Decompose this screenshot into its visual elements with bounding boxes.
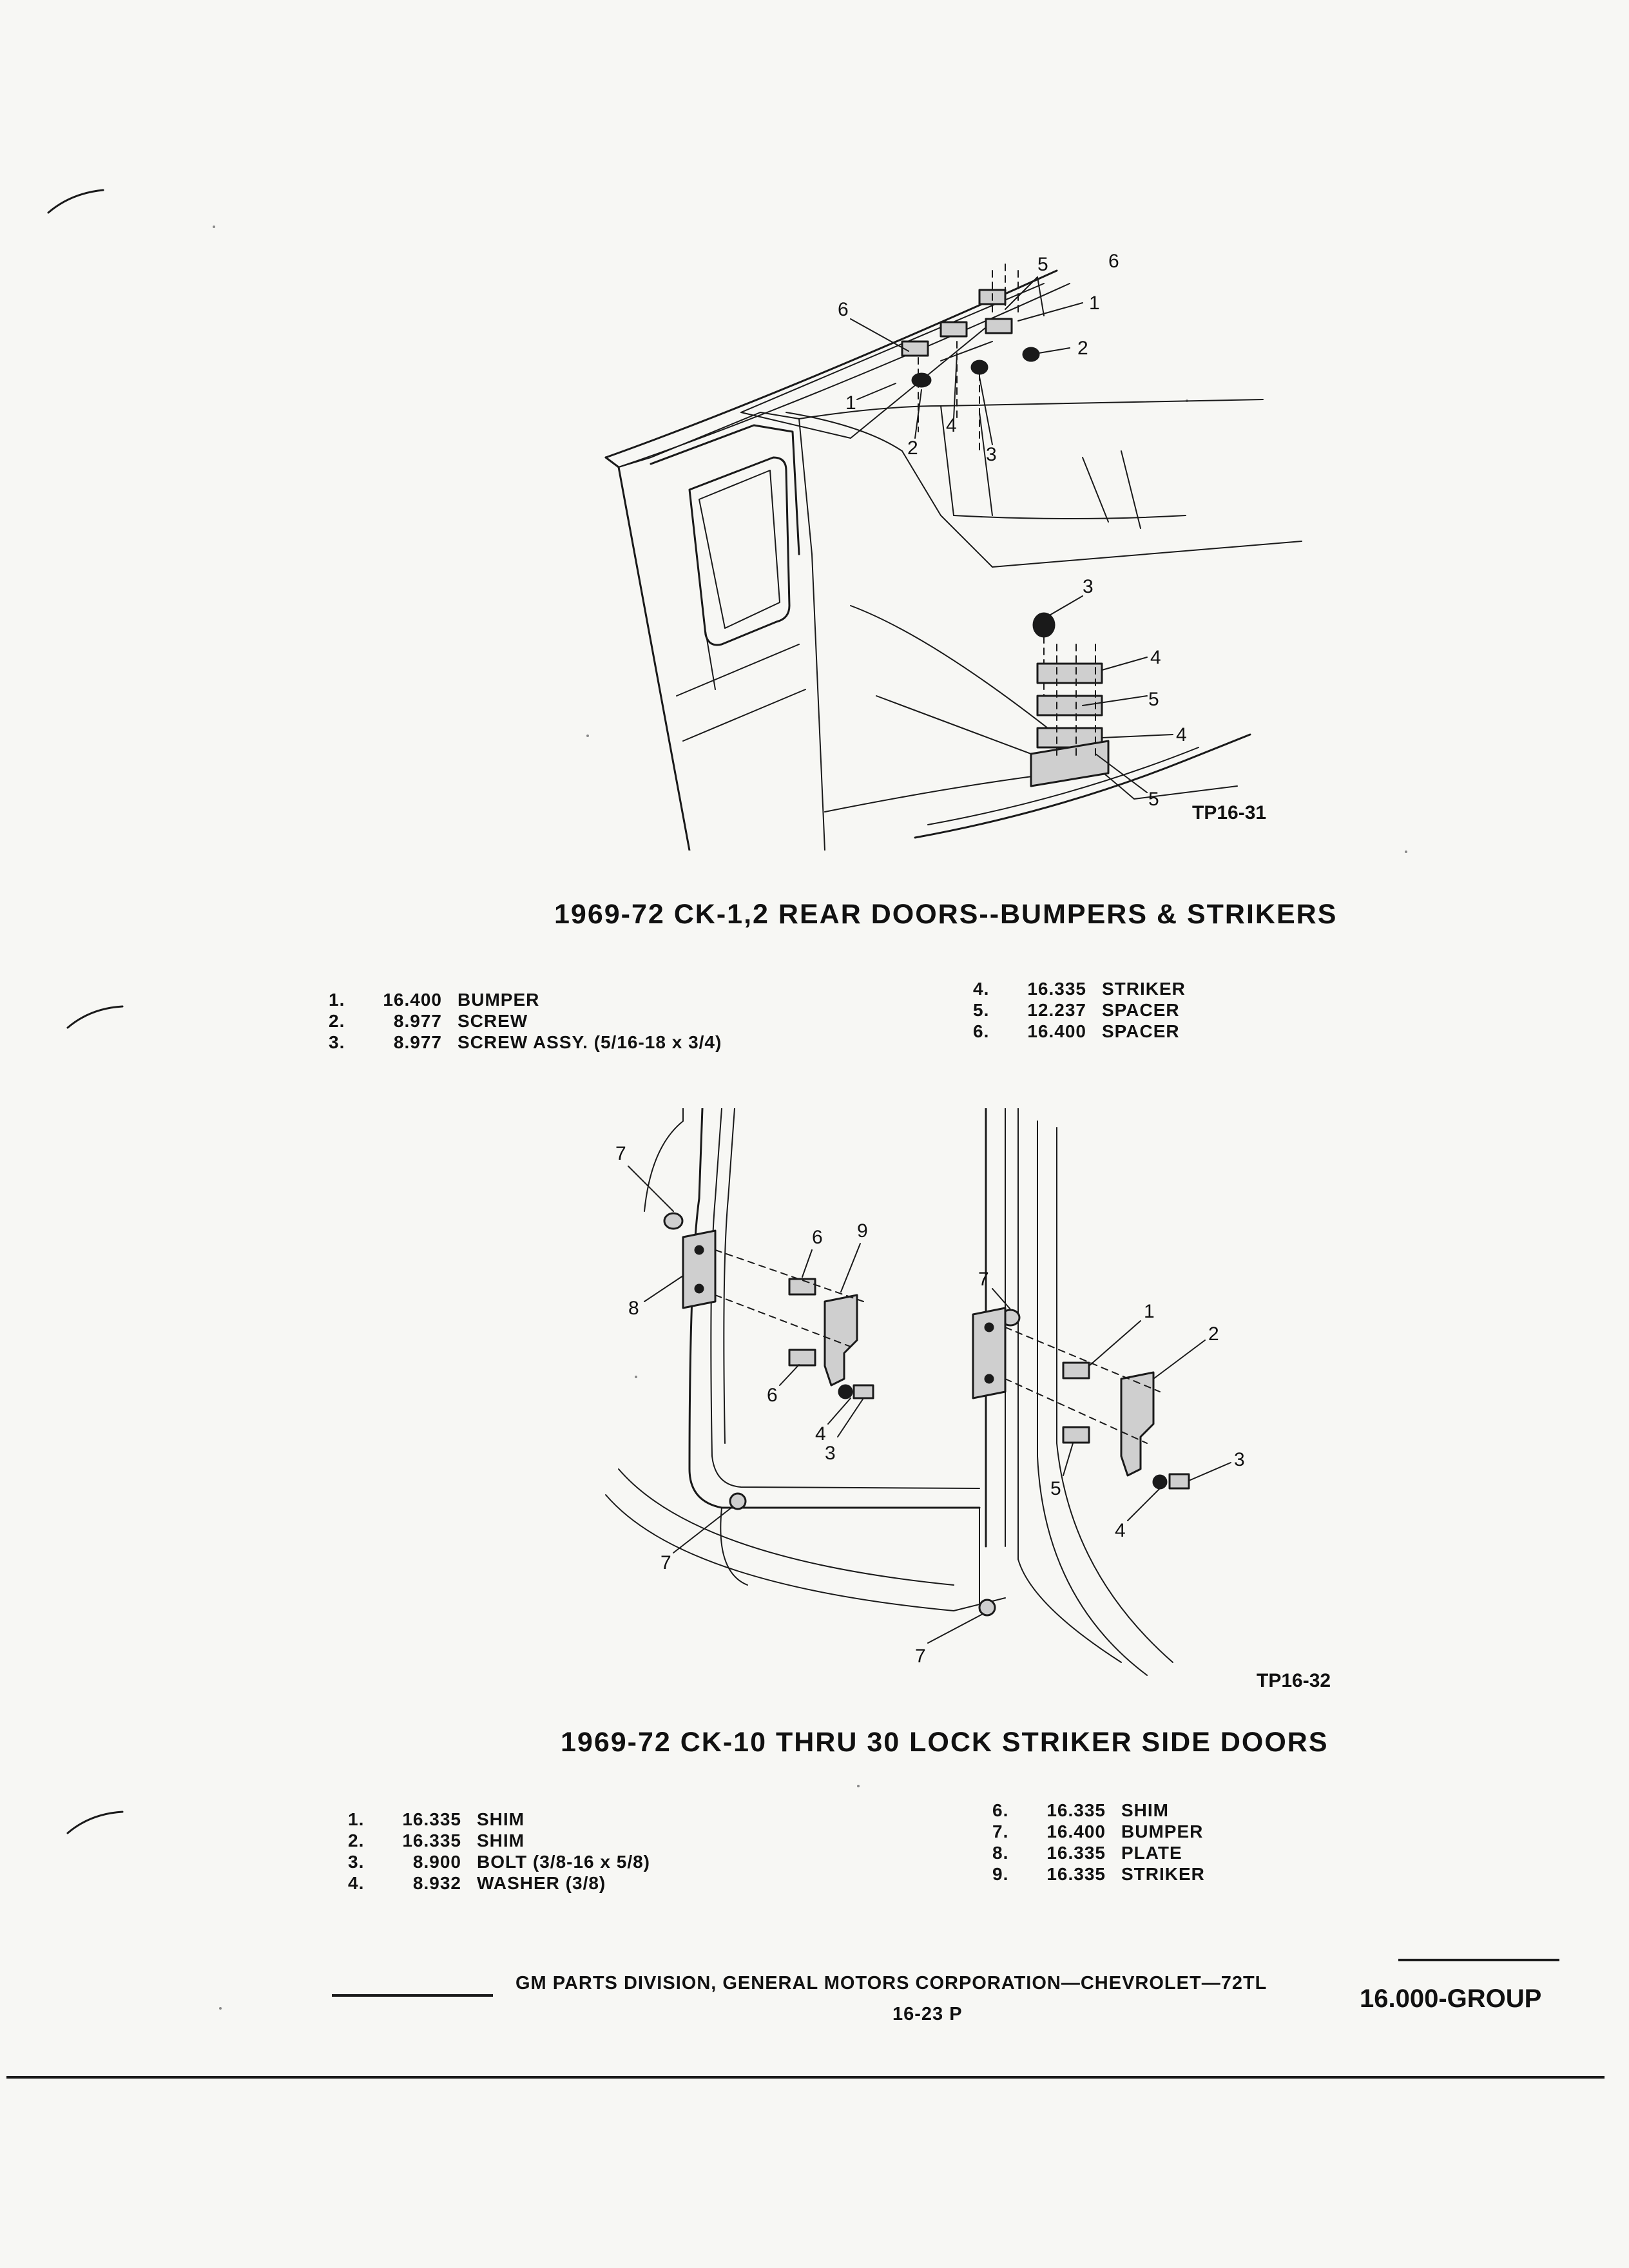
callout-3: 3 [1234, 1449, 1245, 1470]
part-number: 2. [329, 1011, 345, 1031]
callout-2: 2 [1077, 338, 1088, 359]
margin-mark [45, 184, 110, 222]
part-row [348, 1851, 650, 1872]
part-number: 6. [973, 1021, 990, 1041]
callout-4: 4 [815, 1423, 826, 1445]
callout-1: 1 [845, 392, 856, 414]
part-code: 8.900 [412, 1852, 461, 1872]
part-description: BUMPER [1121, 1821, 1204, 1841]
part-row [973, 978, 1186, 999]
callout-2: 2 [907, 437, 918, 459]
callout-7: 7 [915, 1646, 926, 1667]
part-code: 16.400 [383, 990, 442, 1010]
footer-rule-right [1398, 1959, 1559, 1961]
footer-publisher: GM PARTS DIVISION, GENERAL MOTORS CORPORATION—CHEVROLET—72TL [516, 1973, 1268, 1994]
part-code: 16.400 [1027, 1021, 1086, 1041]
callout-5: 5 [1148, 689, 1159, 710]
callout-6: 6 [767, 1385, 778, 1406]
figure-code: TP16-32 [1257, 1670, 1331, 1691]
part-code: 16.335 [402, 1809, 461, 1829]
page-number: 16-23 P [892, 2004, 963, 2024]
part-row [329, 989, 722, 1010]
part-row [348, 1872, 650, 1894]
part-row [973, 1021, 1186, 1042]
part-row [992, 1863, 1205, 1885]
part-code: 16.335 [1046, 1864, 1106, 1884]
callout-4: 4 [1150, 647, 1161, 668]
callout-6: 6 [838, 299, 849, 320]
callout-4: 4 [1176, 724, 1187, 745]
side-door-striker-illustration [593, 1108, 1315, 1688]
part-row [992, 1821, 1205, 1842]
margin-mark [64, 1804, 129, 1843]
part-row [348, 1809, 650, 1830]
parts-list-right [973, 978, 1186, 1042]
callout-3: 3 [825, 1443, 836, 1464]
part-code: 12.237 [1027, 1000, 1086, 1020]
part-code: 8.977 [393, 1011, 442, 1031]
callout-3: 3 [986, 444, 997, 465]
speck [857, 1785, 860, 1787]
parts-list-left [329, 989, 722, 1053]
door-frame-outer [606, 457, 689, 850]
part-description: SHIM [477, 1809, 525, 1829]
rear-doors-illustration [593, 245, 1315, 850]
part-description: STRIKER [1102, 979, 1186, 999]
part-number: 5. [973, 1000, 990, 1020]
part-code: 16.335 [1027, 979, 1086, 999]
part-number: 2. [348, 1831, 365, 1850]
part-code: 8.932 [412, 1873, 461, 1893]
callout-9: 9 [857, 1220, 868, 1242]
callout-1: 1 [1089, 293, 1100, 314]
part-description: SPACER [1102, 1000, 1180, 1020]
part-description: BUMPER [458, 990, 540, 1010]
footer-rule-left [332, 1994, 493, 1997]
part-row [329, 1032, 722, 1053]
callout-3: 3 [1083, 576, 1094, 597]
part-number: 6. [992, 1800, 1009, 1820]
part-description: SHIM [477, 1831, 525, 1850]
part-description: SCREW [458, 1011, 528, 1031]
part-description: SPACER [1102, 1021, 1180, 1041]
part-row [992, 1800, 1205, 1821]
callout-5: 5 [1037, 254, 1048, 275]
part-description: SHIM [1121, 1800, 1169, 1820]
part-number: 1. [348, 1809, 365, 1829]
figure-code: TP16-31 [1192, 802, 1267, 823]
parts-list-right [992, 1800, 1205, 1885]
callout-6: 6 [812, 1227, 823, 1248]
callout-4: 4 [946, 415, 957, 436]
part-code: 16.400 [1046, 1821, 1106, 1841]
part-code: 16.335 [402, 1831, 461, 1850]
part-row [992, 1842, 1205, 1863]
part-description: STRIKER [1121, 1864, 1205, 1884]
figure-title: 1969-72 CK-10 THRU 30 LOCK STRIKER SIDE DOORS [561, 1727, 1329, 1758]
callout-7: 7 [978, 1269, 989, 1290]
part-description: WASHER (3/8) [477, 1873, 606, 1893]
part-code: 8.977 [393, 1032, 442, 1052]
callout-1: 1 [1144, 1301, 1155, 1322]
part-code: 16.335 [1046, 1843, 1106, 1863]
callout-7: 7 [660, 1552, 671, 1573]
part-number: 8. [992, 1843, 1009, 1863]
speck [213, 226, 215, 228]
part-number: 1. [329, 990, 345, 1010]
part-description: BOLT (3/8-16 x 5/8) [477, 1852, 651, 1872]
part-number: 9. [992, 1864, 1009, 1884]
speck [586, 735, 589, 737]
callout-5: 5 [1050, 1478, 1061, 1499]
callout-2: 2 [1208, 1323, 1219, 1345]
margin-mark [64, 999, 129, 1037]
part-number: 7. [992, 1821, 1009, 1841]
page-bottom-rule [6, 2076, 1605, 2079]
callout-8: 8 [628, 1298, 639, 1319]
speck [219, 2007, 222, 2010]
part-number: 3. [329, 1032, 345, 1052]
parts-list-left [348, 1809, 650, 1894]
part-number: 3. [348, 1852, 365, 1872]
callout-6: 6 [1108, 251, 1119, 272]
callout-5: 5 [1148, 789, 1159, 810]
callout-4: 4 [1115, 1520, 1126, 1541]
part-number: 4. [348, 1873, 365, 1893]
group-number: 16.000-GROUP [1360, 1984, 1542, 2013]
speck [1405, 850, 1407, 853]
part-row [973, 999, 1186, 1021]
door-window [689, 457, 789, 645]
part-description: SCREW ASSY. (5/16-18 x 3/4) [458, 1032, 722, 1052]
part-code: 16.335 [1046, 1800, 1106, 1820]
part-row [348, 1830, 650, 1851]
figure-title: 1969-72 CK-1,2 REAR DOORS--BUMPERS & STRIKERS [554, 899, 1338, 930]
callout-7: 7 [615, 1143, 626, 1164]
part-description: PLATE [1121, 1843, 1182, 1863]
part-row [329, 1010, 722, 1032]
part-number: 4. [973, 979, 990, 999]
